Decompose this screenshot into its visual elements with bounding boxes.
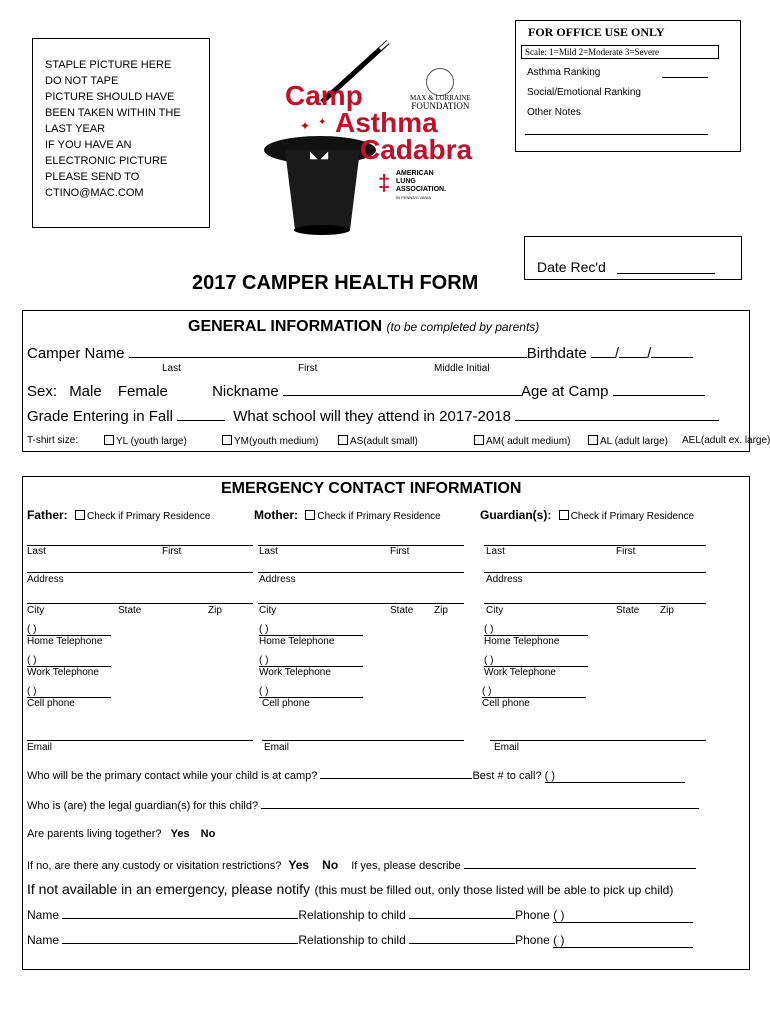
relationship-label: Relationship to child [298, 908, 406, 922]
notify-name-label: Name [27, 933, 60, 947]
emergency-heading: EMERGENCY CONTACT INFORMATION [221, 480, 522, 497]
tshirt-row [27, 435, 78, 446]
birthdate-label: Birthdate [526, 345, 587, 362]
foundation-name: MAX & LORRAINE FOUNDATION [410, 94, 471, 111]
svg-text:✦: ✦ [318, 117, 327, 128]
guardian-name-field[interactable] [484, 545, 706, 546]
asthma-ranking-label: Asthma Ranking [527, 67, 601, 78]
tshirt-yl[interactable]: YL (youth large) [104, 435, 187, 447]
ala-name: AMERICAN LUNG ASSOCIATION. IN PENNSYLVANIA [396, 170, 447, 200]
sex-female[interactable]: Female [117, 383, 168, 400]
date-recd-box [524, 236, 742, 280]
guardian-address-label: Address [486, 574, 523, 585]
photo-line: IF YOU HAVE AN [45, 139, 132, 151]
phone-label: Phone [515, 908, 550, 922]
mother-cell-phone[interactable]: ( ) Cell phone [259, 686, 363, 709]
guardian-first-label: First [616, 546, 636, 557]
camper-name-field[interactable] [129, 357, 527, 358]
father-city-label: City [27, 605, 45, 616]
guardian-cell-phone[interactable]: ( ) Cell phone [482, 686, 586, 709]
custody-no[interactable]: No [322, 858, 339, 872]
father-email-field[interactable] [27, 740, 253, 741]
office-title: FOR OFFICE USE ONLY [528, 25, 665, 39]
father-header: Father: Check if Primary Residence [27, 508, 211, 522]
guardian-state-label: State [616, 605, 640, 616]
office-scale: Scale: 1=Mild 2=Moderate 3=Severe [521, 45, 719, 59]
photo-line: DO NOT TAPE [45, 75, 119, 87]
together-yes[interactable]: Yes [170, 828, 190, 840]
father-last-label: Last [27, 546, 46, 557]
photo-box [32, 38, 210, 228]
guardian-zip-label: Zip [660, 605, 674, 616]
mother-state-label: State [390, 605, 414, 616]
nickname-field[interactable] [283, 395, 521, 396]
father-address-field[interactable] [27, 572, 253, 573]
relationship-field-1[interactable] [409, 918, 515, 919]
checkbox-icon [222, 435, 232, 445]
foundation-seal-icon [426, 68, 454, 96]
father-name-field[interactable] [27, 545, 253, 546]
father-address-label: Address [27, 574, 64, 585]
mother-home-phone[interactable]: ( ) Home Telephone [259, 624, 363, 647]
custody-describe-field[interactable] [464, 868, 696, 869]
office-use-box [515, 20, 741, 152]
guardian-primary-checkbox[interactable] [559, 510, 569, 520]
notify-note: (this must be filled out, only those listed will be able to pick up child) [314, 883, 674, 897]
mother-city-field[interactable] [258, 603, 464, 604]
photo-line: PLEASE SEND TO [45, 171, 140, 183]
lung-cross-icon: ‡ [378, 170, 391, 195]
guardian-city-label: City [486, 605, 504, 616]
logo-asthma: Asthma [335, 107, 438, 138]
general-heading-note: (to be completed by parents) [386, 320, 540, 334]
legal-guardian-question: Who is (are) the legal guardian(s) for this child? [27, 800, 259, 812]
slash: / [614, 345, 620, 362]
last-label: Last [162, 363, 181, 374]
first-label: First [298, 363, 318, 374]
logo-camp: Camp [285, 80, 363, 111]
sex-male[interactable]: Male [69, 383, 102, 400]
other-notes-field[interactable] [525, 134, 708, 135]
svg-text:◣ ◢: ◣ ◢ [310, 150, 329, 161]
father-home-phone[interactable]: ( ) Home Telephone [27, 624, 111, 647]
together-no[interactable]: No [200, 828, 216, 840]
mother-email-label: Email [264, 742, 290, 753]
mother-email-field[interactable] [262, 740, 464, 741]
mother-first-label: First [390, 546, 410, 557]
guardian-last-label: Last [486, 546, 505, 557]
photo-line: ELECTRONIC PICTURE [45, 155, 168, 167]
phone-field-2[interactable]: ( ) [553, 933, 693, 948]
notify-name-label: Name [27, 908, 60, 922]
guardian-home-phone[interactable]: ( ) Home Telephone [484, 624, 588, 647]
best-number-label: Best # to call? [472, 770, 542, 782]
relationship-label: Relationship to child [298, 933, 406, 947]
best-number-field[interactable]: ( ) [545, 770, 685, 783]
photo-line: CTINO@MAC.COM [45, 187, 144, 199]
grade-field[interactable] [177, 420, 225, 421]
checkbox-icon [104, 435, 114, 445]
parents-together-question: Are parents living together? [27, 828, 162, 840]
mother-last-label: Last [259, 546, 278, 557]
birth-day-field[interactable] [619, 357, 647, 358]
mother-primary-checkbox[interactable] [305, 510, 315, 520]
birth-year-field[interactable] [651, 357, 693, 358]
notify-name-field-1[interactable] [62, 918, 298, 919]
mother-header: Mother: Check if Primary Residence [254, 508, 441, 522]
logo-cadabra: Cadabra [360, 134, 473, 165]
grade-label: Grade Entering in Fall [27, 408, 173, 425]
date-recd-field[interactable] [617, 273, 715, 274]
guardian-email-field[interactable] [490, 740, 706, 741]
father-primary-checkbox[interactable] [75, 510, 85, 520]
tshirt-ael[interactable]: AEL(adult ex. large) [682, 435, 770, 446]
tshirt-am[interactable]: AM( adult medium) [474, 435, 570, 447]
checkbox-icon [588, 435, 598, 445]
age-field[interactable] [613, 395, 705, 396]
photo-line: PICTURE SHOULD HAVE [45, 91, 175, 103]
father-city-field[interactable] [27, 603, 253, 604]
school-field[interactable] [515, 420, 719, 421]
guardian-email-label: Email [494, 742, 520, 753]
phone-field-1[interactable]: ( ) [553, 908, 693, 923]
tshirt-as[interactable]: AS(adult small) [338, 435, 418, 447]
tshirt-label: T-shirt size: [27, 435, 79, 446]
father-email-label: Email [27, 742, 53, 753]
photo-line: LAST YEAR [45, 123, 106, 135]
form-title: 2017 CAMPER HEALTH FORM [192, 272, 479, 294]
general-heading [188, 318, 539, 336]
phone-label: Phone [515, 933, 550, 947]
relationship-field-2[interactable] [409, 943, 515, 944]
mother-city-label: City [259, 605, 277, 616]
camper-name-label: Camper Name [27, 345, 125, 362]
legal-guardian-field[interactable] [261, 808, 699, 809]
tshirt-al[interactable]: AL (adult large) [588, 435, 668, 447]
school-label: What school will they attend in 2017-2018 [233, 408, 511, 425]
mother-zip-label: Zip [434, 605, 448, 616]
general-heading-text: GENERAL INFORMATION [188, 318, 383, 335]
guardian-header: Guardian(s): Check if Primary Residence [480, 508, 695, 522]
middle-initial-label: Middle Initial [434, 363, 490, 374]
sex-label: Sex: [27, 383, 58, 400]
nickname-label: Nickname [212, 383, 279, 400]
mother-address-label: Address [259, 574, 296, 585]
date-recd-label: Date Rec'd [537, 259, 606, 275]
father-work-phone[interactable]: ( ) Work Telephone [27, 655, 111, 678]
custody-yes[interactable]: Yes [288, 858, 310, 872]
photo-line: STAPLE PICTURE HERE [45, 59, 172, 71]
primary-contact-question: Who will be the primary contact while your child is at camp? [27, 770, 318, 782]
social-ranking-label: Social/Emotional Ranking [527, 87, 641, 98]
if-yes-label: If yes, please describe [351, 860, 461, 872]
notify-name-field-2[interactable] [62, 943, 298, 944]
checkbox-icon [474, 435, 484, 445]
photo-line: BEEN TAKEN WITHIN THE [45, 107, 181, 119]
guardian-city-field[interactable] [484, 603, 706, 604]
mother-address-field[interactable] [258, 572, 464, 573]
guardian-address-field[interactable] [484, 572, 706, 573]
mother-work-phone[interactable]: ( ) Work Telephone [259, 655, 363, 678]
father-zip-label: Zip [208, 605, 222, 616]
asthma-ranking-field[interactable] [662, 77, 708, 78]
camp-logo [240, 30, 490, 240]
guardian-work-phone[interactable]: ( ) Work Telephone [484, 655, 588, 678]
custody-question: If no, are there any custody or visitation restrictions? [27, 860, 282, 872]
primary-contact-field[interactable] [320, 778, 472, 779]
father-first-label: First [162, 546, 182, 557]
mother-name-field[interactable] [258, 545, 464, 546]
age-label: Age at Camp [520, 383, 609, 400]
notify-heading: If not available in an emergency, please notify [27, 881, 311, 897]
father-state-label: State [118, 605, 142, 616]
slash: / [647, 345, 652, 362]
other-notes-label: Other Notes [527, 107, 581, 118]
checkbox-icon [338, 435, 348, 445]
tshirt-ym[interactable]: YM(youth medium) [222, 435, 318, 447]
svg-text:✦: ✦ [300, 119, 311, 133]
birth-month-field[interactable] [591, 357, 615, 358]
father-cell-phone[interactable]: ( ) Cell phone [27, 686, 111, 709]
